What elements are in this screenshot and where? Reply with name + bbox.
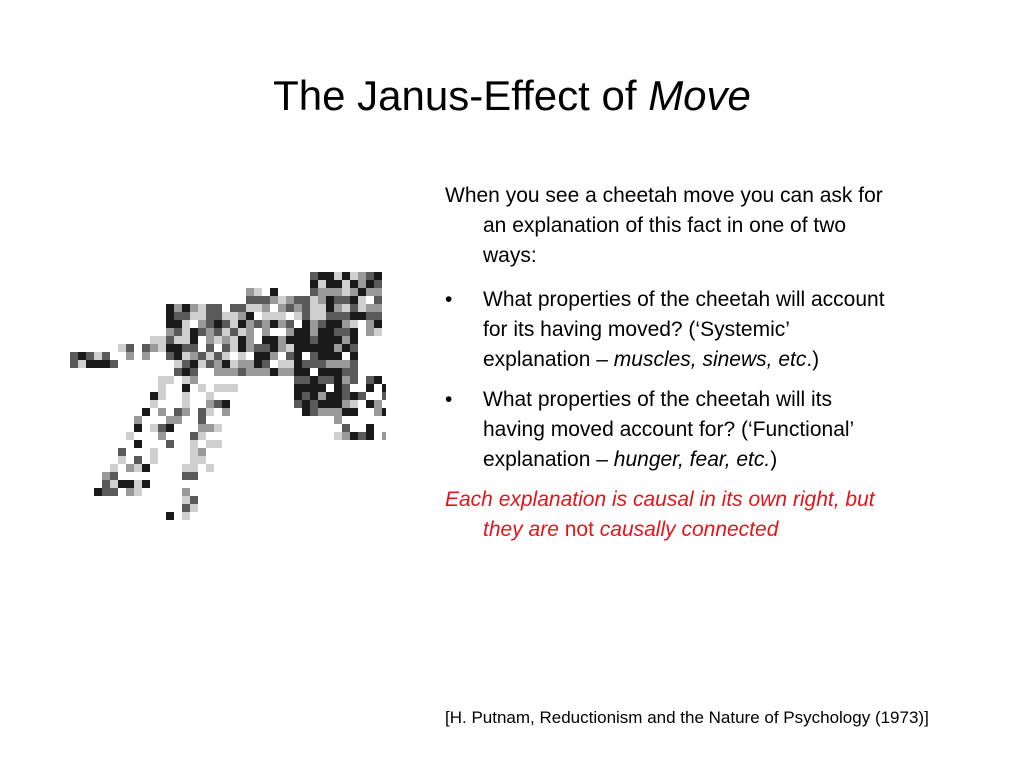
slide-title (0, 70, 1024, 122)
bullet-text: What properties of the cheetah will account for its having moved? (‘Systemic’ explanation – (483, 288, 885, 371)
conclusion-part3: causally connected (599, 518, 779, 541)
cheetah-image (70, 272, 386, 520)
bullet-marker: • (445, 388, 453, 411)
bullet-text: What properties of the cheetah will its having moved account for? (‘Functional’ explanation – (483, 388, 854, 471)
title-emphasis: Move (648, 72, 751, 119)
bullet-tail: .) (806, 348, 820, 371)
cheetah-pixels (70, 272, 386, 520)
conclusion-part2: not (558, 518, 600, 541)
bullet-tail: ) (770, 448, 778, 471)
bullet-functional (445, 385, 885, 475)
bullet-marker: • (445, 288, 453, 311)
intro-paragraph: When you see a cheetah move you can ask for an explanation of this fact in one of two ways: (445, 184, 883, 267)
conclusion-paragraph (445, 485, 885, 545)
bullet-systemic (445, 285, 885, 375)
citation: [H. Putnam, Reductionism and the Nature of Psychology (1973)] (445, 708, 929, 727)
bullet-italic: hunger, fear, etc. (613, 448, 771, 471)
title-main: The Janus-Effect of (273, 72, 649, 119)
content-column (445, 181, 885, 545)
conclusion-part1: Each explanation is causal in its own right, but they are (445, 488, 875, 541)
bullet-italic: muscles, sinews, etc (613, 348, 807, 371)
